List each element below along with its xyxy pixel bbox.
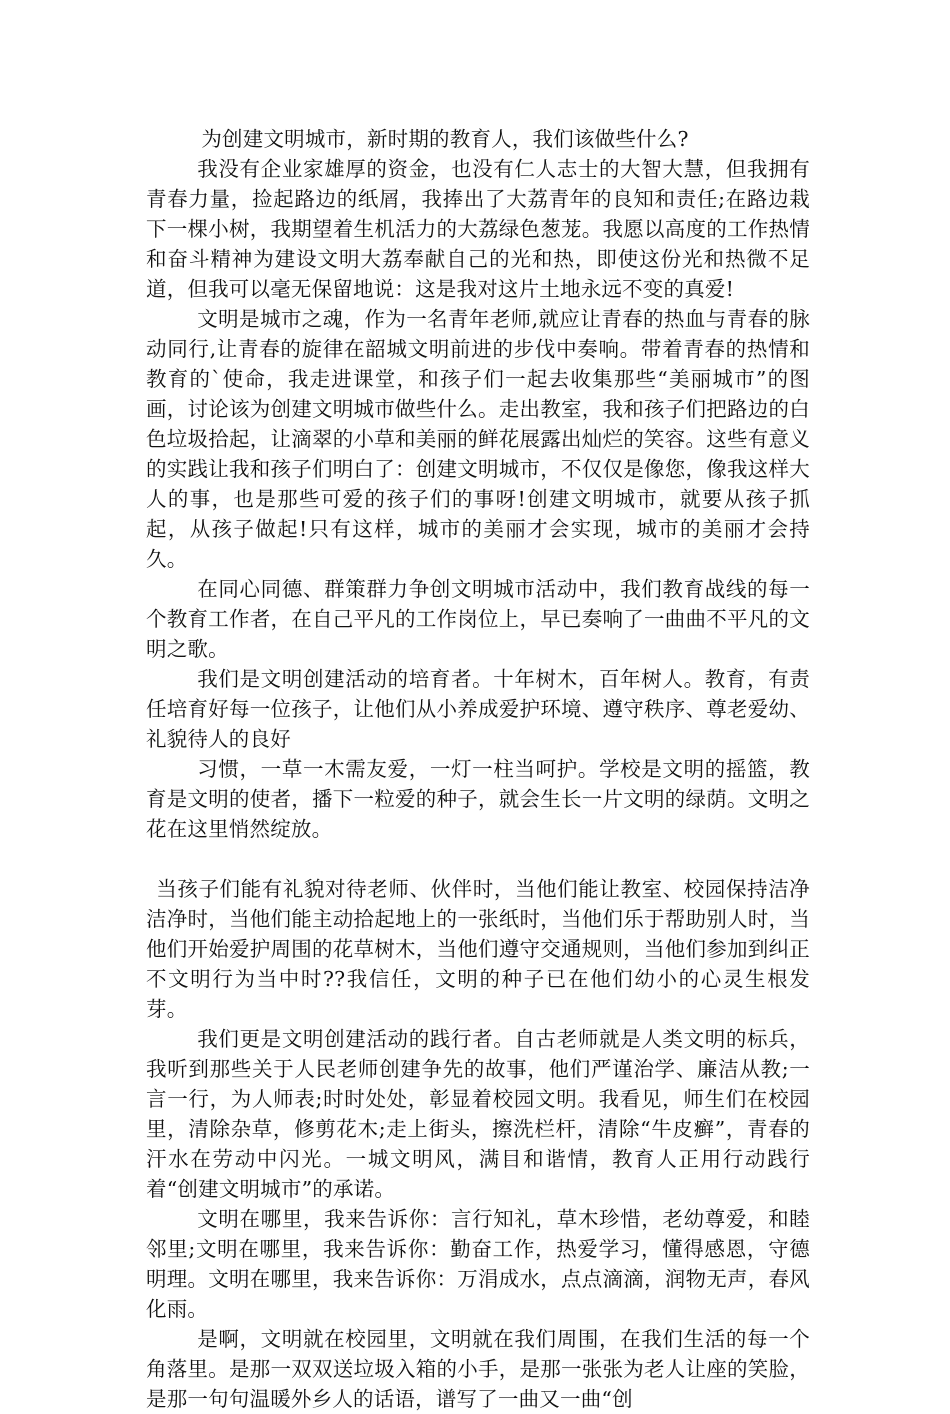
- document-body: [146, 124, 810, 1414]
- paragraph-education-front: 在同心同德、群策群力争创文明城市活动中，我们教育战线的每一个教育工作者，在自己平凡的工作岗位上，早已奏响了一曲曲不平凡的文明之歌。: [146, 577, 810, 661]
- blank-line: [146, 844, 810, 874]
- paragraph-cultivators: 我们是文明创建活动的培育者。十年树木，百年树人。教育，有责任培育好每一位孩子，让他们从小养成爱护环境、遵守秩序、尊老爱幼、礼貌待人的良好: [146, 667, 810, 751]
- paragraph-children: 当孩子们能有礼貌对待老师、伙伴时，当他们能让教室、校园保持洁净洁净时，当他们能主动拾起地上的一张纸时，当他们乐于帮助别人时，当他们开始爱护周围的花草树木，当他们遵守交通规则，当他们参加到纠正不文明行为当中时??我信任，文明的种子已在他们幼小的心灵生根发芽。: [146, 877, 810, 1021]
- paragraph-youth-pledge: 我没有企业家雄厚的资金，也没有仁人志士的大智大慧，但我拥有青春力量，捡起路边的纸屑，我捧出了大荔青年的良知和责任;在路边栽下一棵小树，我期望着生机活力的大荔绿色葱茏。我愿以高度的工作热情和奋斗精神为建设文明大荔奉献自己的光和热，即使这份光和热微不足道，但我可以毫无保留地说：这是我对这片土地永远不变的真爱!: [146, 157, 810, 301]
- paragraph-where-civilization: 文明在哪里，我来告诉你：言行知礼，草木珍惜，老幼尊爱，和睦邻里;文明在哪里，我来告诉你：勤奋工作，热爱学习，懂得感恩，守德明理。文明在哪里，我来告诉你：万涓成水，点点滴滴，润物无声，春风化雨。: [146, 1207, 810, 1321]
- paragraph-city-soul: 文明是城市之魂，作为一名青年老师,就应让青春的热血与青春的脉动同行,让青春的旋律在韶城文明前进的步伐中奏响。带着青春的热情和教育的`使命，我走进课堂，和孩子们一起去收集那些“美丽城市”的图画，讨论该为创建文明城市做些什么。走出教室，我和孩子们把路边的白色垃圾拾起，让滴翠的小草和美丽的鲜花展露出灿烂的笑容。这些有意义的实践让我和孩子们明白了：创建文明城市，不仅仅是像您，像我这样大人的事，也是那些可爱的孩子们的事呀!创建文明城市，就要从孩子抓起，从孩子做起!只有这样，城市的美丽才会实现，城市的美丽才会持久。: [146, 307, 810, 571]
- paragraph-practitioners: 我们更是文明创建活动的践行者。自古老师就是人类文明的标兵，我听到那些关于人民老师创建争先的故事，他们严谨治学、廉洁从教;一言一行，为人师表;时时处处，彰显着校园文明。我看见，师生们在校园里，清除杂草，修剪花木;走上街头，擦洗栏杆，清除“牛皮癣”，青春的汗水在劳动中闪光。一城文明风，满目和谐情，教育人正用行动践行着“创建文明城市”的承诺。: [146, 1027, 810, 1201]
- paragraph-question: 为创建文明城市，新时期的教育人，我们该做些什么?: [201, 127, 689, 151]
- paragraph-campus: 是啊，文明就在校园里，文明就在我们周围，在我们生活的每一个角落里。是那一双双送垃圾入箱的小手，是那一张张为老人让座的笑脸，是那一句句温暖外乡人的话语，谱写了一曲又一曲“创: [146, 1327, 810, 1411]
- paragraph-habits: 习惯，一草一木需友爱，一灯一柱当呵护。学校是文明的摇篮，教育是文明的使者，播下一粒爱的种子，就会生长一片文明的绿荫。文明之花在这里悄然绽放。: [146, 757, 810, 841]
